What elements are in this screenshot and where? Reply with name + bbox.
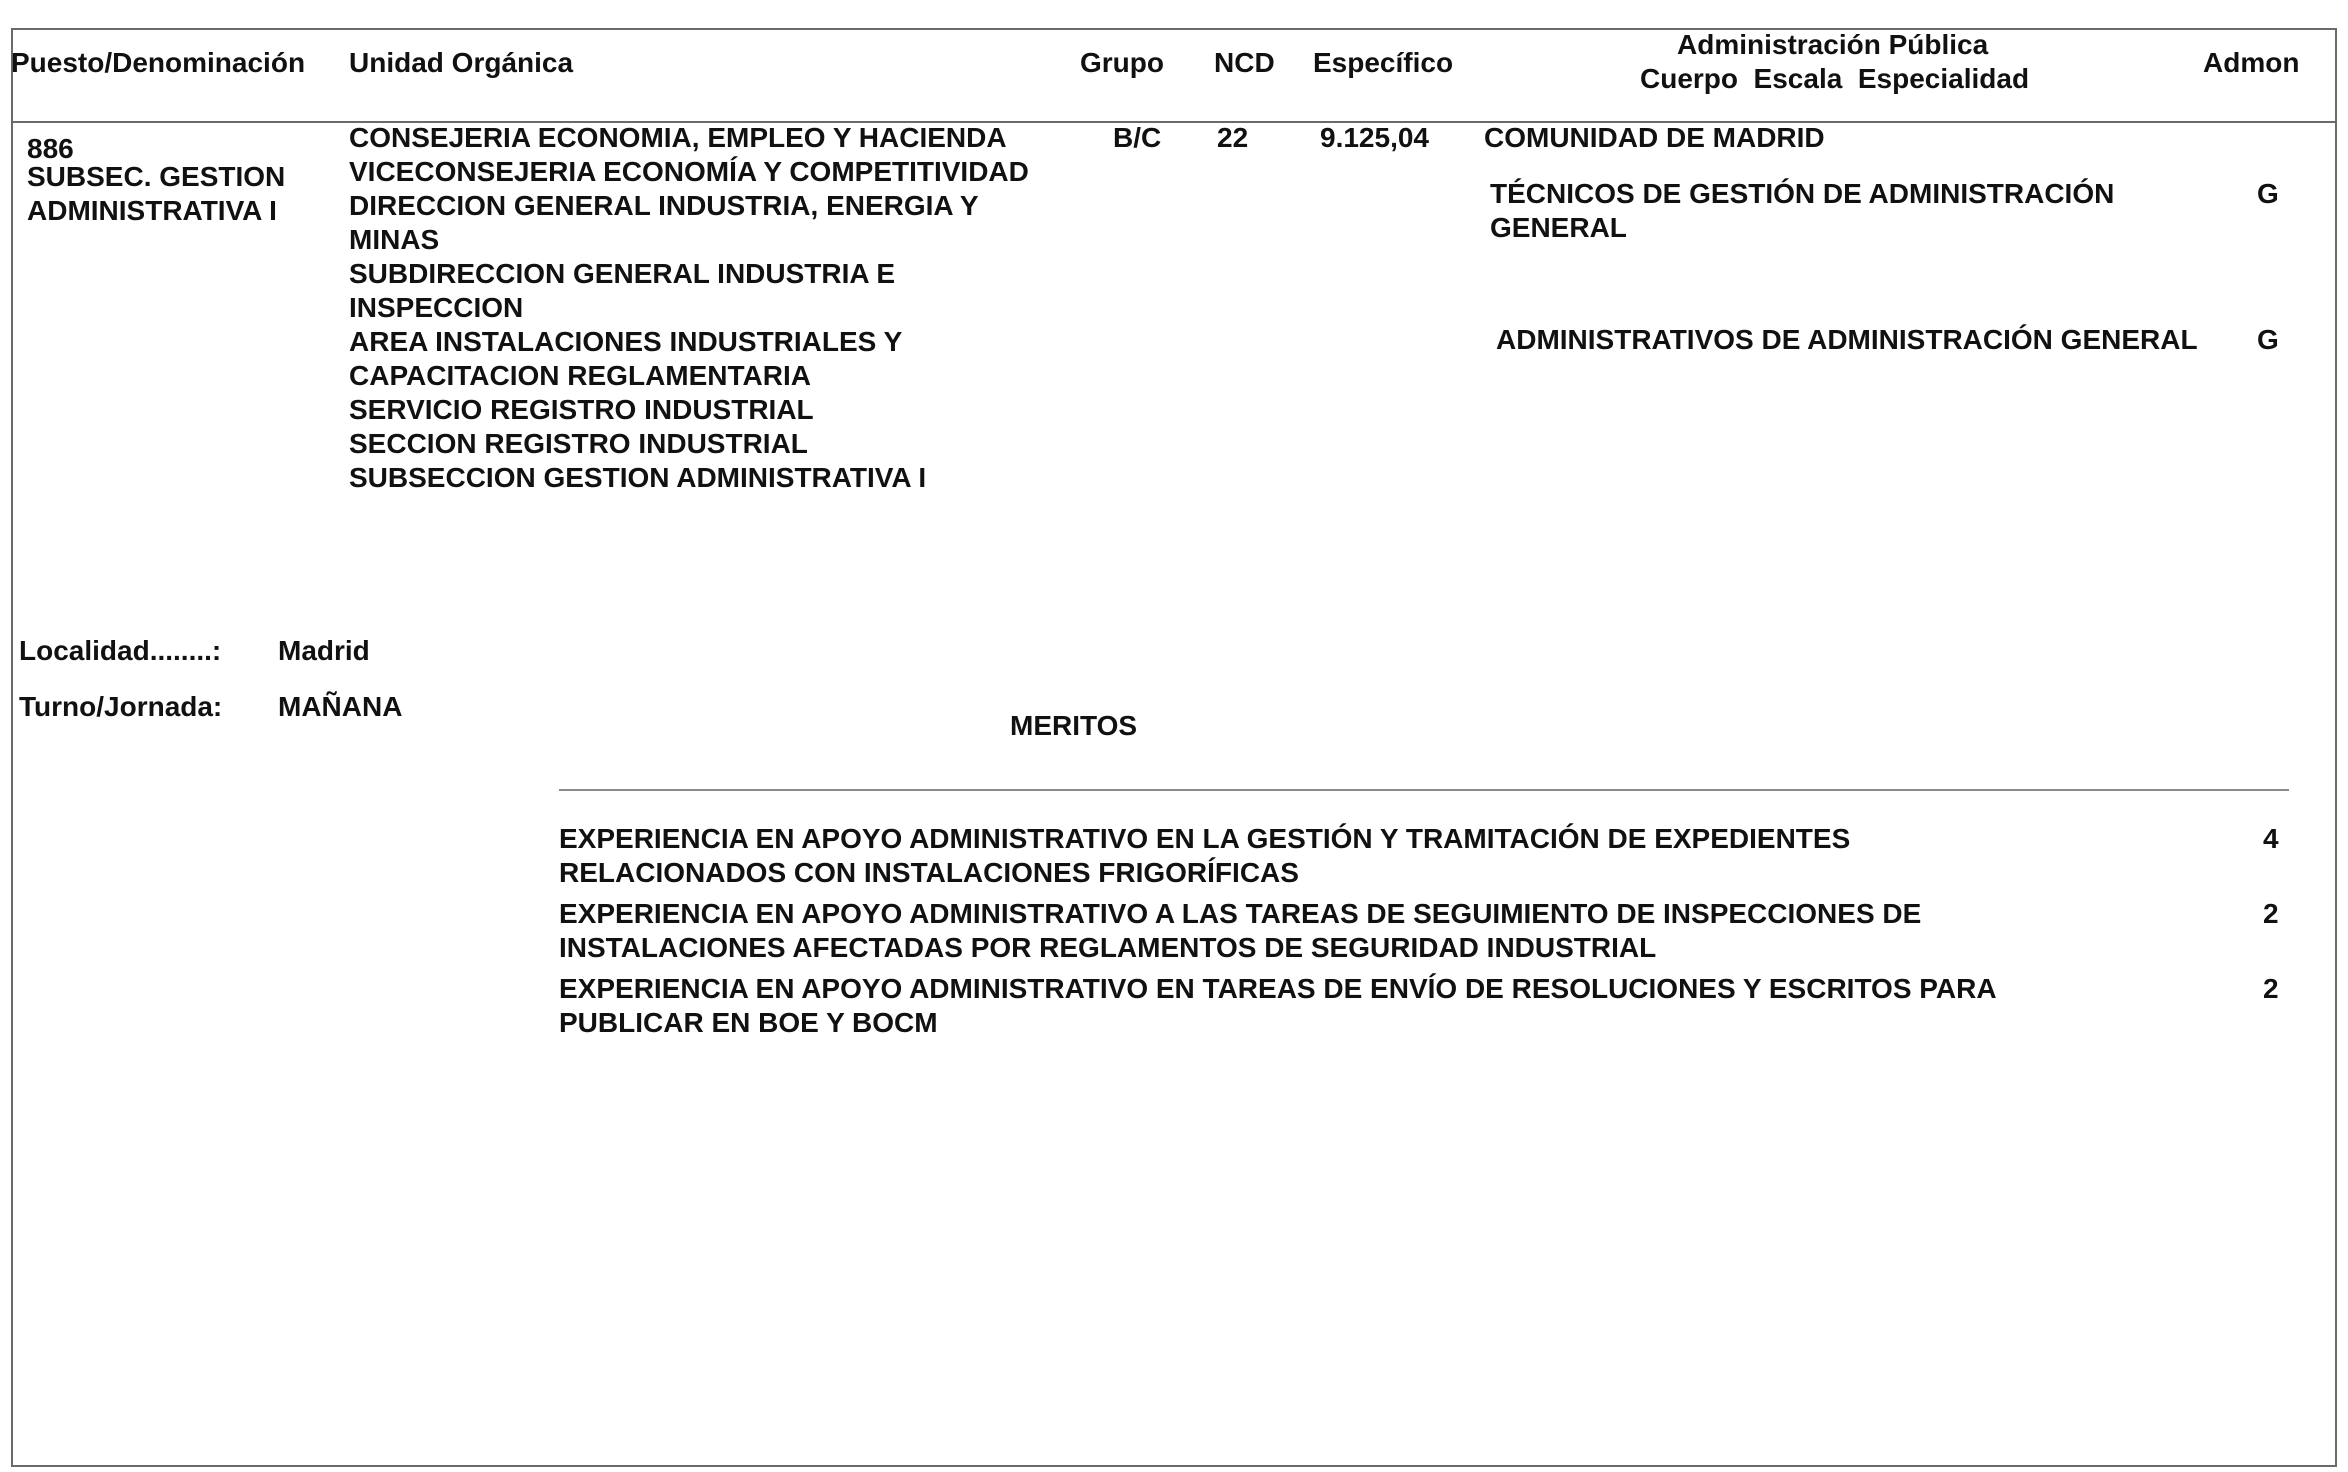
merito-line: EXPERIENCIA EN APOYO ADMINISTRATIVO EN TAREAS DE ENVÍO DE RESOLUCIONES Y ESCRITOS PARA (559, 973, 1997, 1004)
header-admon: Admon (2203, 47, 2300, 78)
turno-value: MAÑANA (278, 691, 403, 722)
merito-item (559, 972, 1997, 1040)
cuerpo-1 (1490, 177, 2114, 245)
unidad-line: INSPECCION (349, 292, 524, 323)
header-especifico: Específico (1313, 47, 1454, 78)
header-grupo: Grupo (1080, 47, 1164, 78)
unidad-line: VICECONSEJERIA ECONOMÍA Y COMPETITIVIDAD (349, 156, 1029, 187)
puesto-denominacion (27, 160, 285, 228)
puesto-ncd: 22 (1217, 122, 1249, 153)
puesto-especifico: 9.125,04 (1320, 122, 1429, 153)
merito-line: EXPERIENCIA EN APOYO ADMINISTRATIVO EN LA GESTIÓN Y TRAMITACIÓN DE EXPEDIENTES (559, 823, 1851, 854)
header-ncd: NCD (1214, 47, 1275, 78)
merito-line: PUBLICAR EN BOE Y BOCM (559, 1007, 938, 1038)
unidad-line: CAPACITACION REGLAMENTARIA (349, 360, 811, 391)
header-cuerpo-escala: Cuerpo Escala Especialidad (1640, 63, 2030, 94)
turno-label: Turno/Jornada: (19, 691, 223, 722)
puesto-numero: 886 (27, 133, 74, 164)
cuerpo-1-admon: G (2257, 178, 2279, 209)
merito-line: INSTALACIONES AFECTADAS POR REGLAMENTOS DE SEGURIDAD INDUSTRIAL (559, 932, 1657, 963)
cuerpo-line: GENERAL (1490, 212, 1627, 243)
merito-line: EXPERIENCIA EN APOYO ADMINISTRATIVO A LAS TAREAS DE SEGUIMIENTO DE INSPECCIONES DE (559, 898, 1922, 929)
unidad-line: AREA INSTALACIONES INDUSTRIALES Y (349, 326, 903, 357)
meritos-title: MERITOS (1010, 710, 1138, 741)
localidad-value: Madrid (278, 635, 370, 666)
unidad-line: SUBSECCION GESTION ADMINISTRATIVA I (349, 462, 927, 493)
meritos-divider (559, 789, 2289, 791)
cuerpo-line: TÉCNICOS DE GESTIÓN DE ADMINISTRACIÓN (1490, 178, 2115, 209)
merito-points: 2 (2263, 898, 2279, 929)
puesto-grupo: B/C (1113, 122, 1162, 153)
cuerpo-2-admon: G (2257, 324, 2279, 355)
unidad-line: CONSEJERIA ECONOMIA, EMPLEO Y HACIENDA (349, 122, 1007, 153)
merito-line: RELACIONADOS CON INSTALACIONES FRIGORÍFICAS (559, 857, 1299, 888)
denominacion-line: ADMINISTRATIVA I (27, 195, 277, 226)
merito-points: 4 (2263, 823, 2279, 854)
merito-item (559, 897, 1921, 965)
unidad-line: SECCION REGISTRO INDUSTRIAL (349, 428, 808, 459)
unidad-line: DIRECCION GENERAL INDUSTRIA, ENERGIA Y (349, 190, 979, 221)
header-admin-publica: Administración Pública (1677, 29, 1989, 60)
unidad-organica (349, 121, 1029, 495)
unidad-line: SERVICIO REGISTRO INDUSTRIAL (349, 394, 814, 425)
puesto-administracion: COMUNIDAD DE MADRID (1484, 122, 1825, 153)
cuerpo-line: ADMINISTRATIVOS DE ADMINISTRACIÓN GENERAL (1496, 324, 2198, 355)
denominacion-line: SUBSEC. GESTION (27, 161, 286, 192)
unidad-line: MINAS (349, 224, 440, 255)
merito-points: 2 (2263, 973, 2279, 1004)
header-puesto: Puesto/Denominación (11, 47, 306, 78)
unidad-line: SUBDIRECCION GENERAL INDUSTRIA E (349, 258, 896, 289)
merito-item (559, 822, 1850, 890)
localidad-label: Localidad........: (19, 635, 222, 666)
cuerpo-2 (1496, 323, 2198, 357)
header-unidad: Unidad Orgánica (349, 47, 574, 78)
